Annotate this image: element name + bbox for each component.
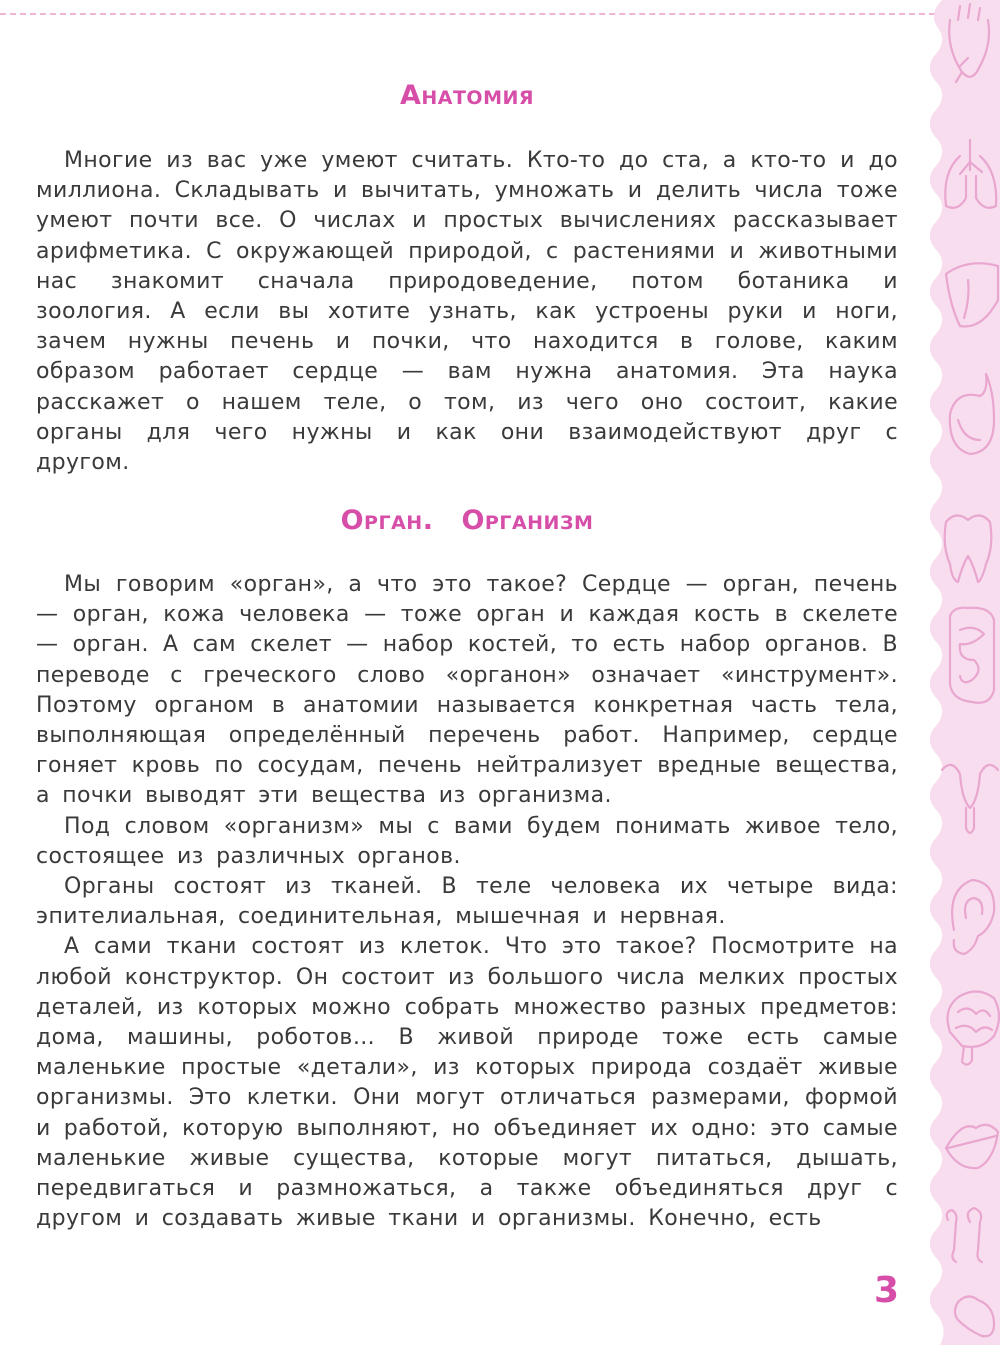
paragraph: Мы говорим «орган», а что это такое? Сердце — орган, печень — орган, кожа человека — тоже орган и каждая кость в скелете — орган. А сам скелет — набор костей, то есть набор органов. В переводе с греческого слово «органон» означает «инструмент». Поэтому органом в анатомии называется конкретная часть тела, выполняющая определённый перечень работ. Например, сердце гоняет кровь по сосудам, печень нейтрализует вредные вещества, а почки выводят эти вещества из организма. (36, 572, 898, 809)
paragraph: Органы состоят из тканей. В теле человека их четыре вида: эпителиальная, соединительная, мышечная и нервная. (36, 874, 898, 930)
decorative-sidebar (928, 0, 1000, 1345)
section-organ-body (36, 570, 898, 1234)
section-title-part: Орган. (340, 505, 434, 536)
section-title-anatomy: Анатомия (399, 80, 535, 111)
paragraph: Под словом «организм» мы с вами будем понимать живое тело, состоящее из различных органов. (36, 813, 898, 869)
paragraph: Многие из вас уже умеют считать. Кто-то до ста, а кто-то и до миллиона. Складывать и вычитать, умножать и делить числа тоже умеют почти все. О числах и простых вычислениях рассказывает арифметика. С окружающей природой, с растениями и животными нас знакомит сначала природоведение, потом ботаника и зоология. А если вы хотите узнать, как устроены руки и ноги, зачем нужны печень и почки, что находится в голове, каким образом работает сердце — вам нужна анатомия. Эта наука расскажет о нашем теле, о том, из чего оно состоит, какие органы для чего нужны и как они взаимодействуют друг с другом. (36, 148, 898, 476)
page-number: 3 (874, 1270, 900, 1311)
section-title-part: Организм (461, 505, 594, 536)
section-anatomy-body (36, 146, 898, 478)
paragraph: А сами ткани состоят из клеток. Что это такое? Посмотрите на любой конструктор. Он состоит из большого числа мелких простых деталей, из которых можно собрать множество разных предметов: дома, машины, роботов… В живой природе тоже есть самые маленькие простые «детали», из которых природа создаёт живые организмы. Это клетки. Они могут отличаться размерами, формой и работой, которую выполняют, но объединяет их одно: это самые маленькие живые существа, которые могут питаться, дышать, передвигаться и размножаться, а также объединяться друг с другом и создавать живые ткани и организмы. Конечно, есть (36, 934, 898, 1232)
top-dashed-border (0, 13, 935, 15)
section-title-organ (36, 505, 898, 536)
